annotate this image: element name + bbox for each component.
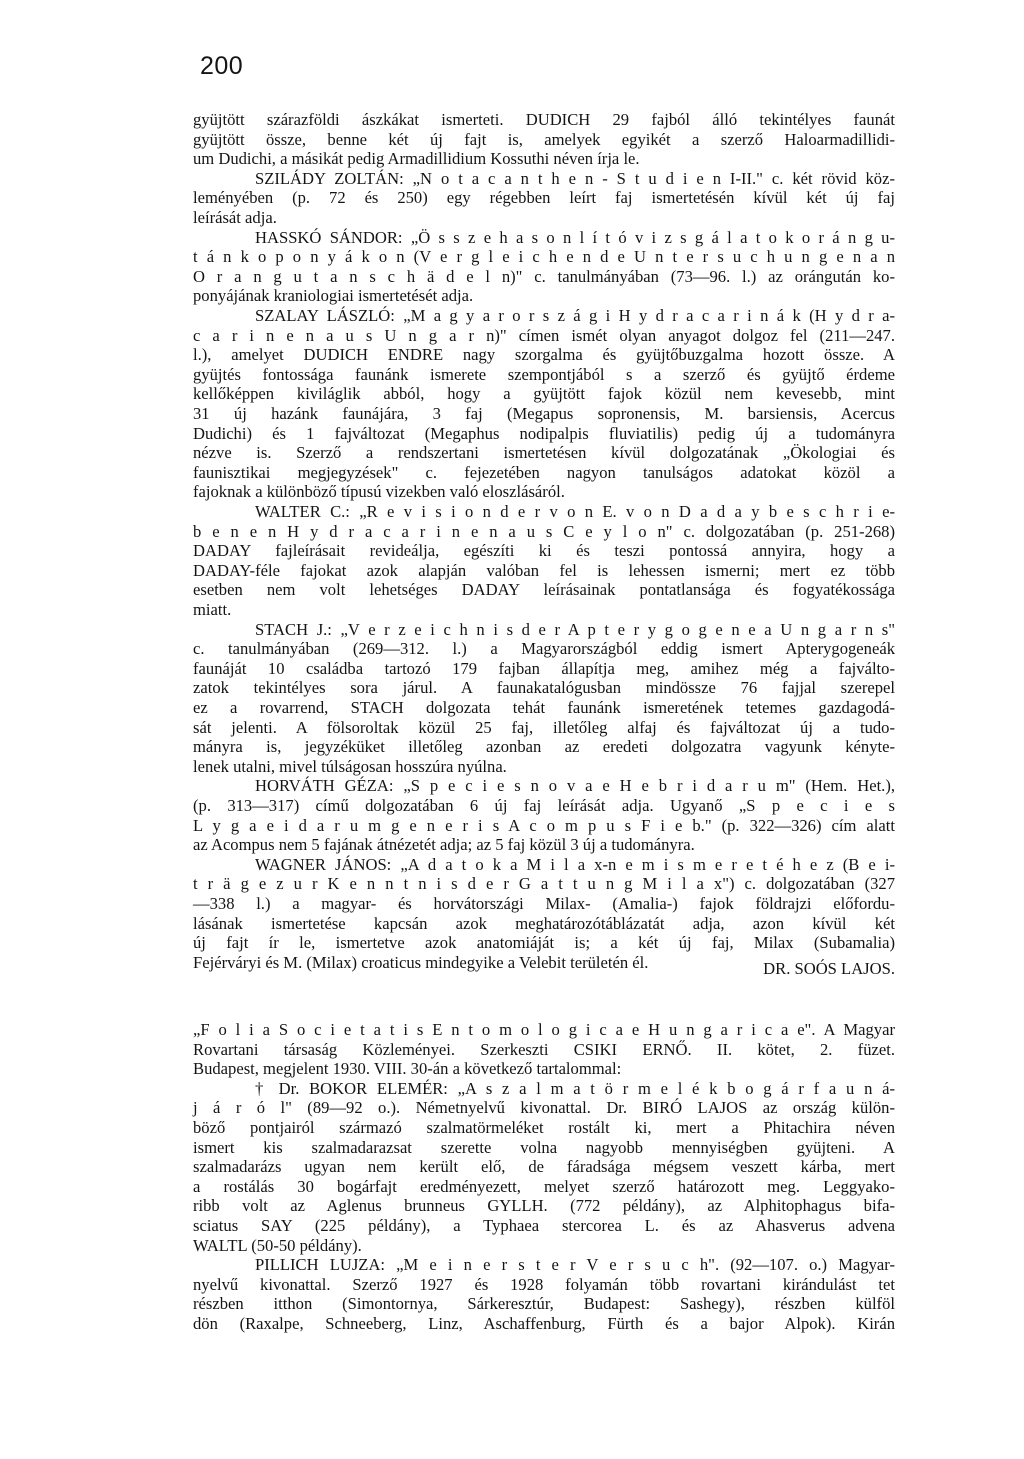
text-line: WALTL (50-50 példány). [193,1235,362,1255]
text-line: ponyájának kraniologiai ismertetését adja. [193,286,474,306]
text-line: WALTER C.: „R e v i s i o n d e r v o n E. v o n D a d a y b e s c h r i e- [255,502,895,521]
text-line: SZILÁDY ZOLTÁN: „N o t a c a n t h e n - S t u d i e n I-II." c. két rövid köz- [255,168,895,188]
text-line: új fajt ír le, ismertetve azok anatomiáját is; a két új faj, Milax (Subamalia) [193,933,895,953]
text-line: fajoknak a különböző típusú vizekben való eloszlásáról. [193,482,565,502]
text-line: SZALAY LÁSZLÓ: „M a g y a r o r s z á g i H y d r a c a r i n á k (H y d r a- [255,306,895,325]
signature: DR. SOÓS LAJOS. [763,959,895,978]
text-line: sciatus SAY (225 példány), a Typhaea stercorea L. és az Ahasverus advena [193,1216,895,1235]
text-line: az Acompus nem 5 fajának átnézetét adja; az 5 faj közül 3 új a tudományra. [193,835,695,855]
text-line: részben itthon (Simontornya, Sárkeresztúr, Budapest: Sashegy), részben külföl [193,1294,895,1314]
text-line: leményében (p. 72 és 250) egy régebben leírt faj ismertetésén kívül két új faj [193,188,895,208]
text-line: miatt. [193,600,232,619]
text-line: szalmadarázs ugyan nem került elő, de fáradsága mégsem veszett kárba, mert [193,1157,895,1177]
text-line: c. tanulmányában (269—312. l.) a Magyarországból eddig ismert Apterygogeneák [193,639,895,659]
text-line: DADAY fajleírásait revideálja, egészíti ki és teszi pontossá annyira, hogy a [193,541,895,561]
text-line: L y g a e i d a r u m g e n e r i s A c o m p u s F i e b." (p. 322—326) cím alatt [193,815,895,835]
text-line: 31 új hazánk faunájára, 3 faj (Megapus sopronensis, M. barsiensis, Acercus [193,404,895,423]
text-line: t á n k o p o n y á k o n (V e r g l e i c h e n d e U n t e r s u c h u n g e n a n [193,247,895,267]
text-line: —338 l.) a magyar- és horvátországi Milax- (Amalia-) fajok földrajzi előfordu- [193,894,895,913]
text-line: gyüjtött szárazföldi ászkákat ismerteti. DUDICH 29 fajból álló tekintélyes faunát [193,110,895,129]
text-line: l.), amelyet DUDICH ENDRE nagy szorgalma és gyüjtőbuzgalma hozott össze. A [193,345,895,365]
text-line: esetben nem volt lehetséges DADAY leírásainak pontatlansága és fogyatékossága [193,580,895,600]
text-line: PILLICH LUJZA: „M e i n e r s t e r V e r s u c h". (92—107. o.) Magyar- [255,1255,895,1275]
text-line: mányra is, jegyzéküket illetőleg azonban az eredeti dolgozatra vagyunk kényte- [193,737,895,757]
text-line: faunisztikai megjegyzések" c. fejezetében nagyon tanulságos adatokat közöl a [193,462,895,482]
text-line: ismert kis szalmadarazsat szerette volna nagyobb mennyiségben gyüjteni. A [193,1137,895,1157]
text-line: t r ä g e z u r K e n n t n i s d e r G a t t u n g M i l a x") c. dolgozatában (327 [193,874,895,894]
text-line: Budapest, megjelent 1930. VIII. 30-án a következő tartalommal: [193,1059,622,1079]
text-line: (p. 313—317) című dolgozatában 6 új faj leírását adja. Ugyanő „S p e c i e s [193,796,895,815]
text-line: kellőképpen kiviláglik abból, hogy a gyüjtött fajok közül nem kevesebb, mint [193,384,895,404]
text-line: sát jelenti. A fölsoroltak közül 25 faj, illetőleg alfaj és fajváltozat új a tudo- [193,717,895,737]
text-line: DADAY-féle fajokat azok alapján valóban fel is lehessen ismerni; mert ez több [193,560,895,580]
text-line: zatok tekintélyes sora járul. A faunakatalógusban mindössze 76 fajjal szerepel [193,678,895,698]
text-line: lenek utalni, mivel túlságosan hosszúra nyúlna. [193,756,507,776]
text-line: gyüjtött össze, benne két új fajt is, amelyek egyikét a szerző Haloarmadillidi- [193,129,895,149]
text-line: Rovartani társaság Közleményei. Szerkeszti CSIKI ERNŐ. II. kötet, 2. füzet. [193,1039,895,1059]
text-line: Dudichi) és 1 fajváltozat (Megaphus nodipalpis fluviatilis) pedig új a tudományra [193,423,895,443]
text-line: ribb volt az Aglenus brunneus GYLLH. (772 példány), az Alphitophagus bifa- [193,1196,895,1216]
text-line: b e n e n H y d r a c a r i n e n a u s C e y l o n" c. dolgozatában (p. 251-268) [193,521,895,541]
text-line: HORVÁTH GÉZA: „S p e c i e s n o v a e H e b r i d a r u m" (Hem. Het.), [255,776,895,796]
text-line: dön (Raxalpe, Schneeberg, Linz, Aschaffenburg, Fürth és a bajor Alpok). Kirán [193,1314,895,1333]
text-line: nyelvű kivonattal. Szerző 1927 és 1928 folyamán több rovartani kirándulást tet [193,1274,895,1294]
text-line: faunáját 10 családba tartozó 179 fajban állapítja meg, amihez még a fajválto- [193,658,895,678]
text-line: Fejérváryi és M. (Milax) croaticus mindegyike a Velebit területén él. [193,952,649,972]
page-number: 200 [200,52,244,80]
text-line: nézve is. Szerző a rendszertani ismertetésen kívül dolgozatának „Ökologiai és [193,443,895,463]
text-line: † Dr. BOKOR ELEMÉR: „A s z a l m a t ö r m e l é k b o g á r f a u n á- [255,1078,895,1098]
text-line: leírását adja. [193,208,277,227]
text-line: STACH J.: „V e r z e i c h n i s d e r A p t e r y g o g e n e a U n g a r n s" [255,619,895,639]
text-line: c a r i n e n a u s U n g a r n)" címen ismét olyan anyagot dolgoz fel (211—247. [193,325,895,345]
text-line: O r a n g u t a n s c h ä d e l n)" c. tanulmányában (73—96. l.) az orángután ko- [193,266,895,286]
text-line: um Dudichi, a másikát pedig Armadillidium Kossuthi néven írja le. [193,149,640,169]
text-line: a rostálás 30 bogárfajt eredményezett, melyet szerző határozott meg. Leggyako- [193,1176,895,1196]
text-line: „F o l i a S o c i e t a t i s E n t o m o l o g i c a e H u n g a r i c a e". A Magyar [193,1020,895,1039]
text-line: HASSKÓ SÁNDOR: „Ö s s z e h a s o n l í t ó v i z s g á l a t o k o r á n g u- [255,227,895,247]
text-line: ez a rovarrend, STACH dolgozata tehát faunánk ismeretének tetemes gazdagodá- [193,698,895,717]
text-line: lásának ismertetése kapcsán azok meghatározótáblázatát adja, azon kívül két [193,913,895,933]
text-line: WAGNER JÁNOS: „A d a t o k a M i l a x-n e m i s m e r e t é h e z (B e i- [255,854,895,874]
text-line: gyüjtés fontossága faunánk ismerete szempontjából s a szerző és gyüjtő érdeme [193,364,895,384]
text-line: böző pontjairól származó szalmatörmeléket rostált ki, mert a Phitachira néven [193,1118,895,1137]
text-line: j á r ó l" (89—92 o.). Németnyelvű kivonattal. Dr. BIRÓ LAJOS az ország külön- [193,1098,895,1118]
